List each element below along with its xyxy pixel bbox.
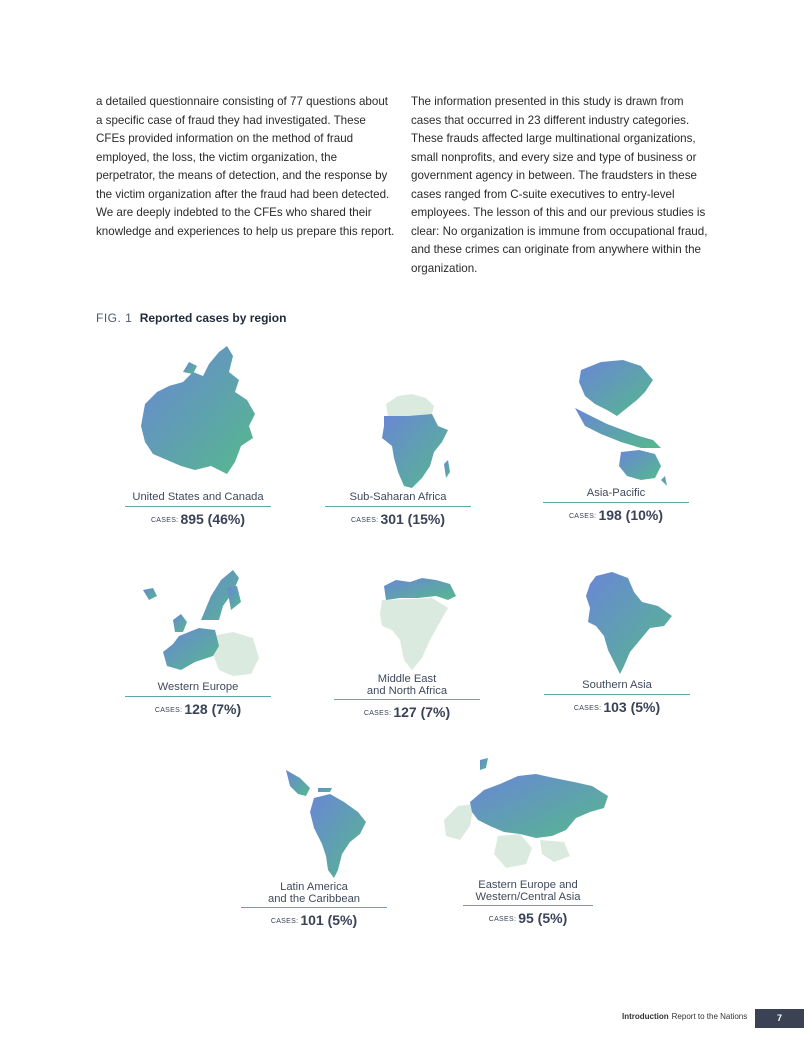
region-asia-pacific [536, 356, 696, 523]
region-name: Asia-Pacific [543, 488, 689, 503]
region-sub-saharan-africa [318, 386, 478, 527]
footer-section: Introduction [622, 1012, 669, 1021]
latin-america-map-icon [254, 766, 374, 882]
region-name: United States and Canada [125, 492, 271, 507]
region-cases: CASES: 895 (46%) [150, 510, 246, 527]
region-southern-asia [537, 570, 697, 715]
middle-east-north-africa-map-icon [352, 574, 462, 674]
western-europe-map-icon [123, 566, 273, 682]
region-cases: CASES: 101 (5%) [270, 912, 358, 928]
region-cases: CASES: 128 (7%) [154, 700, 242, 717]
intro-right-column [411, 93, 711, 278]
page-footer [622, 1012, 747, 1021]
figure-caption [96, 311, 286, 325]
footer-report-title: Report to the Nations [671, 1012, 748, 1021]
region-cases: CASES: 103 (5%) [573, 698, 661, 715]
region-name-line1: Latin America [280, 881, 348, 893]
region-latin-america [234, 766, 394, 928]
figure-number: FIG. 1 [96, 311, 133, 325]
figure-title: Reported cases by region [139, 311, 287, 325]
region-name-line2: and North Africa [334, 686, 480, 701]
north-america-map-icon [123, 342, 273, 492]
region-name: Sub-Saharan Africa [325, 492, 471, 507]
intro-left-text: a detailed questionnaire consisting of 77 questions about a specific case of fraud they had investigated. These CFEs provided information on the method of fraud employed, the loss, the victim organization, the perpetrator, the means of detection, and the response by the victim organization after the fraud had been detected. We are deeply indebted to the CFEs who shared their knowledge and experiences to help us prepare this report. [96, 95, 395, 238]
region-name: Western Europe [125, 682, 271, 697]
eastern-europe-central-asia-map-icon [440, 756, 616, 880]
southern-asia-map-icon [562, 570, 672, 680]
region-western-europe [118, 566, 278, 717]
intro-right-text: The information presented in this study is drawn from cases that occurred in 23 different industry categories. These frauds affected large multinational organizations, small nonprofits, and every size and type of business or government agency in between. The fraudsters in these cases ranged from C-suite executives to entry-level employees. The lesson of this and our previous studies is clear: No organization is immune from occupational fraud, and these crimes can originate from anywhere within the organization. [411, 95, 708, 275]
region-us-canada [118, 342, 278, 527]
region-cases: CASES: 301 (15%) [350, 510, 446, 527]
page-number: 7 [755, 1009, 804, 1028]
region-middle-east-north-africa [327, 574, 487, 720]
region-name-line1: Middle East [377, 673, 437, 685]
intro-left-column [96, 93, 396, 241]
region-cases: CASES: 95 (5%) [488, 910, 568, 926]
region-name-line2: Western/Central Asia [463, 892, 593, 907]
sub-saharan-africa-map-icon [338, 386, 458, 492]
region-name: Southern Asia [544, 680, 690, 695]
region-eastern-europe-central-asia [438, 756, 618, 926]
region-cases: CASES: 127 (7%) [363, 704, 451, 720]
region-cases: CASES: 198 (10%) [568, 506, 664, 523]
region-name-line1: Eastern Europe and [478, 879, 578, 891]
region-name-line2: and the Caribbean [241, 894, 387, 909]
asia-pacific-map-icon [561, 356, 671, 488]
